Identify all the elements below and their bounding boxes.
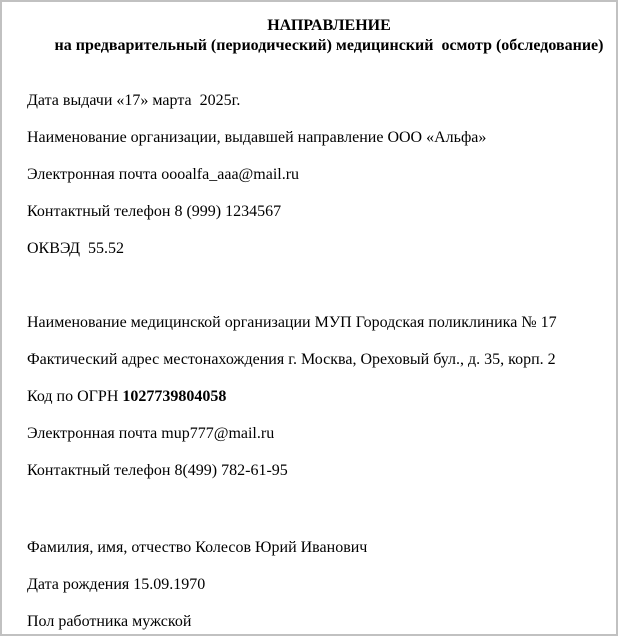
issuing-org-phone-line: Контактный телефон 8 (999) 1234567 bbox=[27, 203, 282, 220]
issuing-org-name-line: Наименование организации, выдавшей направление ООО «Альфа» bbox=[27, 129, 487, 146]
medical-org-email-line: Электронная почта mup777@mail.ru bbox=[27, 425, 275, 442]
medical-org-phone-line: Контактный телефон 8(499) 782-61-95 bbox=[27, 462, 288, 479]
medical-org-name-line: Наименование медицинской организации МУП Городская поликлиника № 17 bbox=[27, 314, 557, 331]
medical-org-address-line: Фактический адрес местонахождения г. Москва, Ореховый бул., д. 35, корп. 2 bbox=[27, 351, 556, 368]
document-subtitle: на предварительный (периодический) медицинский осмотр (обследование) bbox=[54, 37, 604, 54]
document-title: НАПРАВЛЕНИЕ bbox=[267, 17, 391, 34]
document-content bbox=[27, 2, 618, 636]
worker-fio-line: Фамилия, имя, отчество Колесов Юрий Иванович bbox=[27, 539, 368, 556]
issuing-org-okved-line: ОКВЭД 55.52 bbox=[27, 240, 125, 257]
spacer bbox=[27, 56, 618, 82]
worker-sex-line: Пол работника мужской bbox=[27, 613, 192, 630]
medical-org-ogrn-line bbox=[27, 378, 618, 415]
ogrn-label: Код по ОГРН bbox=[27, 388, 123, 405]
spacer bbox=[27, 489, 618, 529]
spacer bbox=[27, 267, 618, 304]
issuing-org-email-line: Электронная почта oooalfa_aaa@mail.ru bbox=[27, 166, 300, 183]
worker-birthdate-line: Дата рождения 15.09.1970 bbox=[27, 576, 206, 593]
issue-date-line: Дата выдачи «17» марта 2025г. bbox=[27, 92, 241, 109]
ogrn-value: 1027739804058 bbox=[122, 388, 227, 405]
